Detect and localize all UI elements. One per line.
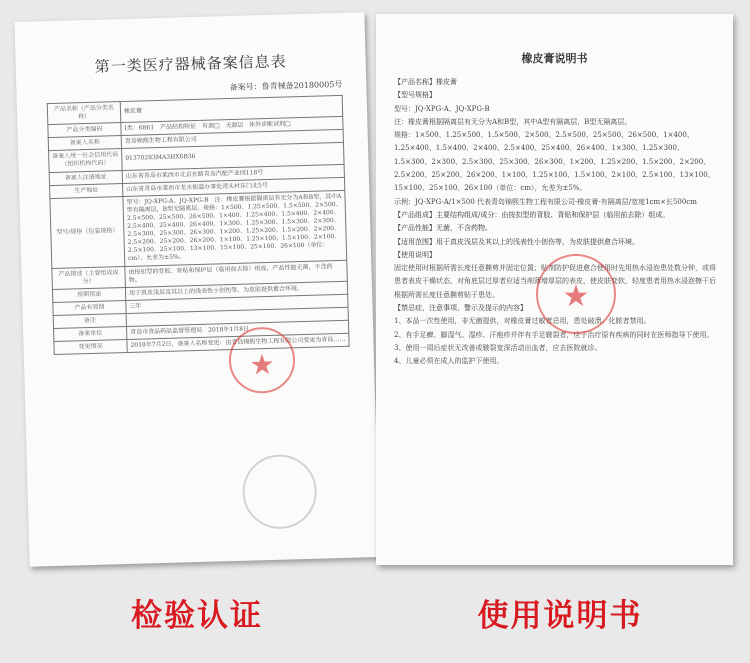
manual-paragraph: 固定使用时根据所需长度任意撕剪并固定位置；贴剂防护促进愈合使用时先用热水浸泡患处数分钟，或将患者表皮干燥状态，对角底层过厚者应适当削薄增厚层的表皮，使皮肤变软，轻度患者用热水浸泡擦干后根据所需长度任意撕剪贴于患处。 bbox=[394, 264, 716, 299]
row-label: 产品有效期 bbox=[53, 300, 126, 315]
row-label: 备案人名称 bbox=[48, 136, 121, 151]
manual-paragraph: 型号：JQ-XPG-A、JQ-XPG-B bbox=[394, 104, 490, 113]
row-value: 青岛锦熙生物工程有限公司 bbox=[121, 130, 343, 149]
record-number: 备案号：鲁青械备20180005号 bbox=[229, 79, 343, 93]
row-value: 由按扣型的背胶、背贴和保护层（临用前去除）组成，产品性能无菌，不含药物。 bbox=[125, 260, 348, 287]
row-label: 备案人注册地址 bbox=[49, 170, 122, 185]
manual-paragraph: 3、使用一周后症状无改善或皲裂宽深活动出血者，应去医院就诊。 bbox=[394, 343, 602, 352]
manual-paragraph: 【适用范围】用于真皮浅层及其以上的浅表性小创伤等，为皮肤提供愈合环境。 bbox=[394, 237, 639, 246]
manual-paragraph: 示例：JQ-XPG-A/1×500 代表青岛锦熙生物工程有限公司-橡皮膏-有隔离层/宽度1cm×长500cm bbox=[394, 197, 697, 206]
row-value: 型号：JQ-XPG-A、JQ-XPG-B 注：橡皮膏根据隔离层有无分为A和B型，其中A型有隔离层，B型无隔离层。规格：1×500、1.25×500、1.5×500、2×500、2.5×500、25×500、26×500、1×400、1.25×400、1.5×400、2×400、2.5×400、25×400、26×400、1×300、1.25×300、1.5×300、2×300、2.5×300、25×300、26×300、1×200、1.25×200、1.5×200、2×200、2.5×200、25×200、26×200、1×100、1.25×100、1.5×100、2×100、2.5×100、25×100、13×100、15×100、25×100、26×100（单位：cm），允差为±5%。 bbox=[123, 190, 347, 266]
row-value: 橡皮膏 bbox=[120, 95, 343, 122]
row-value: 三年 bbox=[126, 294, 348, 313]
row-value: 用于真皮浅层及其以上的浅表性小创伤等，为皮肤提供愈合环境。 bbox=[125, 281, 347, 300]
row-label: 变更情况 bbox=[54, 340, 127, 355]
row-value: 2018年7月2日，备案人名称变更：由青岛锦熙生物工程有限公司变更为青岛…… bbox=[127, 333, 349, 352]
manual-paragraph: 【禁忌症、注意事项、警示及提示的内容】 bbox=[394, 304, 527, 313]
caption-instruction-manual: 使用说明书 bbox=[477, 598, 643, 634]
registration-table bbox=[47, 95, 350, 355]
row-value: 青岛市食品药品监督管理局 2018年1月8日 bbox=[127, 320, 349, 339]
row-label: 备案人统一社会信用代码（组织机构代码） bbox=[49, 149, 123, 172]
manual-paragraph: 1、本品一次性使用，非无菌提供，对橡皮膏过敏者忌用，患处破溃、化脓者禁用。 bbox=[394, 317, 651, 326]
red-seal-stamp: ★ bbox=[228, 326, 296, 394]
manual-paragraph: 【产品名称】橡皮膏 bbox=[394, 78, 457, 86]
row-label: 备案单位 bbox=[54, 326, 127, 341]
manual-paragraph: 【产品性能】无菌，不含药物。 bbox=[394, 224, 492, 233]
row-label: 备注 bbox=[53, 313, 126, 328]
table-row bbox=[50, 190, 347, 268]
manual-paragraph: 注：橡皮膏根据隔离层有无分为A和B型，其中A型有隔离层，B型无隔离层。 bbox=[394, 117, 632, 126]
row-label: 产品名称（产品分类名称） bbox=[47, 102, 121, 125]
row-value: 山东省青岛市莱西市北京东路青岛汽配产业园118号 bbox=[122, 164, 344, 183]
caption-inspection-certification: 检验认证 bbox=[131, 598, 263, 634]
company-seal-stamp: ★ bbox=[536, 254, 616, 334]
manual-paragraph: 【产品组成】主要结构组成/成分：由按扣型的背胶、背贴和保护层（临用前去除）组成。 bbox=[394, 210, 670, 219]
manual-paragraph: 2、有手足癣、脚湿气、湿疹、汗疱疹并伴有手足皲裂者，应于治疗原有疾病的同时在医师指导下使用。 bbox=[394, 330, 714, 339]
row-label: 产品描述（主要组成成分） bbox=[52, 266, 126, 289]
manual-paragraph: 4、儿童必须在成人的监护下使用。 bbox=[394, 357, 504, 366]
row-label: 预期用途 bbox=[52, 287, 125, 302]
row-value: 91370283MA3HX6B36 bbox=[122, 143, 345, 170]
registration-certificate-page bbox=[14, 12, 379, 567]
manual-paragraph: 【使用说明】 bbox=[394, 250, 436, 259]
row-label: 型号/规格（包装规格） bbox=[50, 196, 125, 268]
manual-paragraph: 规格：1×500、1.25×500、1.5×500、2×500、2.5×500、25×500、26×500、1×400、1.25×400、1.5×400、2×400、2.5×400、25×400、26×400、1×300、1.25×300、1.5×300、2×300、2.5×300、25×300、26×300、1×200、1.25×200、1.5×200、2×200、2.5×200、25×200、26×200、1×100、1.25×100、1.5×100、2×100、2.5×100、13×100、15×100、25×100、26×100（单位：cm），允差为±5%。 bbox=[394, 131, 715, 193]
certificate-title: 第一类医疗器械备案信息表 bbox=[94, 52, 287, 76]
row-label: 生产地址 bbox=[50, 183, 123, 198]
manual-paragraph: 【型号规格】 bbox=[394, 91, 436, 100]
instruction-manual-page bbox=[376, 14, 733, 565]
grey-seal-stamp bbox=[242, 454, 318, 530]
row-value: Ⅰ类：6861 产品结构特征 有源□ 无源☑ 体外诊断试剂□ bbox=[121, 117, 343, 136]
row-label: 产品分类编码 bbox=[48, 123, 121, 138]
manual-title: 橡皮膏说明书 bbox=[521, 52, 588, 65]
row-value: 山东省青岛市莱西市龙水街道办事处湾头村东门北5号 bbox=[123, 177, 345, 196]
